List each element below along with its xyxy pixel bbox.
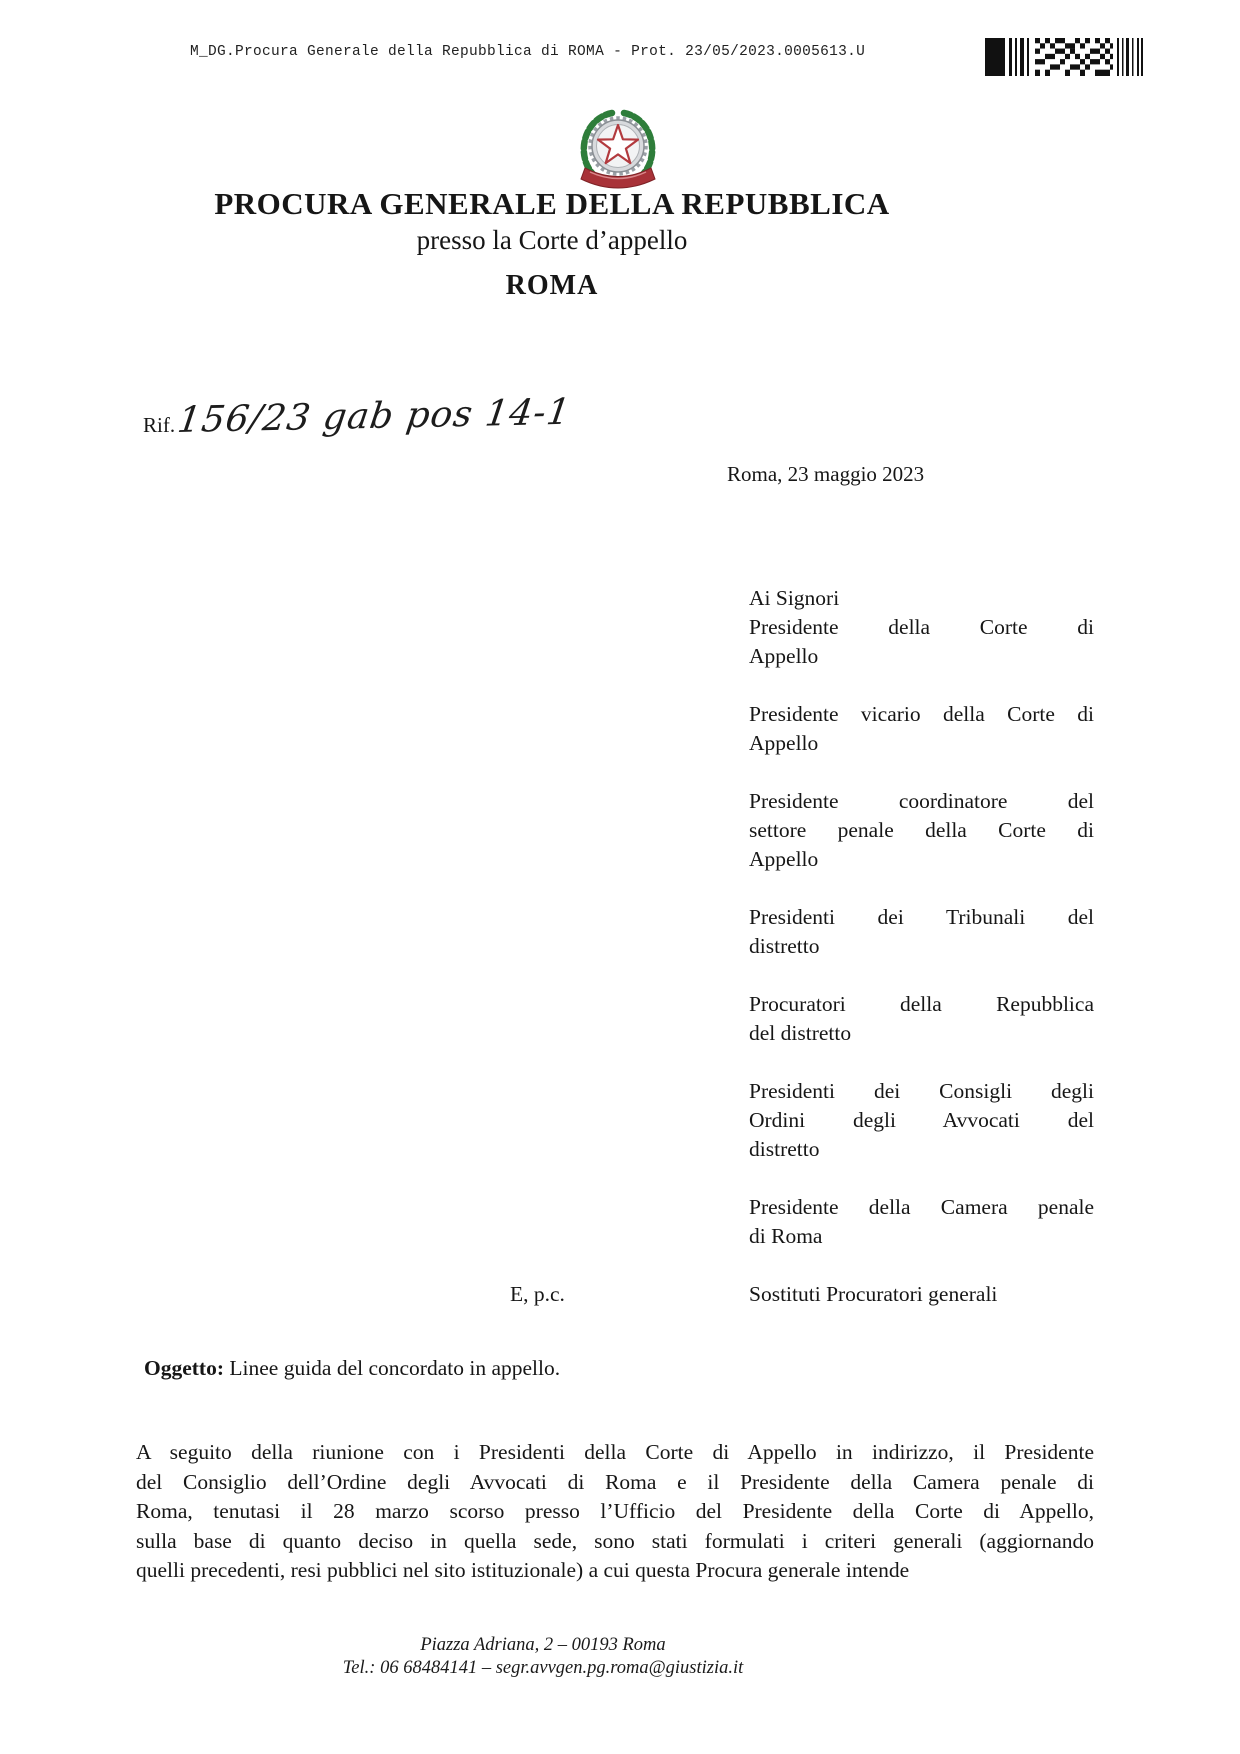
recipient-item — [749, 903, 1094, 961]
recipient-line: di Roma — [749, 1224, 823, 1248]
recipient-item — [749, 1077, 1094, 1164]
recipient-line: Procuratori della Repubblica — [749, 992, 1094, 1016]
subject-label: Oggetto: — [144, 1356, 224, 1380]
recipient-line: Presidente della Corte di — [749, 615, 1094, 639]
recipient-item — [749, 787, 1094, 874]
recipient-line: Presidenti dei Tribunali del — [749, 905, 1094, 929]
recipient-line: distretto — [749, 1137, 820, 1161]
reference-label: Rif. — [143, 413, 176, 437]
recipient-item — [749, 990, 1094, 1048]
recipient-item — [749, 1193, 1094, 1251]
page-title: PROCURA GENERALE DELLA REPUBBLICA — [214, 186, 890, 221]
recipient-item — [749, 613, 1094, 671]
subject-text: Linee guida del concordato in appello. — [229, 1356, 561, 1380]
footer-address: Piazza Adriana, 2 – 00193 Roma — [420, 1635, 666, 1655]
barcode-icon — [985, 38, 1143, 76]
recipient-line: Ordini degli Avvocati del — [749, 1108, 1094, 1132]
recipient-line: Appello — [749, 731, 819, 755]
reference-row — [143, 391, 574, 441]
recipient-line: Appello — [749, 644, 819, 668]
recipients-block — [510, 584, 1094, 1338]
recipient-line: Appello — [749, 847, 819, 871]
date-line: Roma, 23 maggio 2023 — [727, 462, 925, 486]
cc-row — [510, 1280, 1094, 1309]
cc-label: E, p.c. — [510, 1282, 565, 1306]
recipient-line: distretto — [749, 934, 820, 958]
recipient-line: Presidente vicario della Corte di — [749, 702, 1094, 726]
handwritten-reference: 156/23 gab pos 14-1 — [175, 391, 574, 441]
body-line: quelli precedenti, resi pubblici nel sito istituzionale) a cui questa Procura generale intende — [136, 1558, 910, 1582]
footer — [143, 1634, 943, 1680]
body-line: del Consiglio dell’Ordine degli Avvocati di Roma e il Presidente della Camera penale di — [136, 1469, 1094, 1494]
page-subtitle: presso la Corte d’appello — [416, 224, 688, 255]
recipient-line: Presidenti dei Consigli degli — [749, 1079, 1094, 1103]
italian-republic-emblem-icon — [576, 106, 660, 196]
recipient-line: Presidente della Camera penale — [749, 1195, 1094, 1219]
subject-line — [144, 1356, 560, 1381]
salutation: Ai Signori — [749, 586, 840, 610]
protocol-line: M_DG.Procura Generale della Repubblica di ROMA - Prot. 23/05/2023.0005613.U — [190, 44, 866, 60]
body-line: Roma, tenutasi il 28 marzo scorso presso l’Ufficio del Presidente della Corte di Appello, — [136, 1499, 1094, 1523]
body-line: A seguito della riunione con i Presidenti della Corte di Appello in indirizzo, il Presidente — [136, 1440, 1094, 1464]
cc-recipient: Sostituti Procuratori generali — [749, 1282, 998, 1306]
body-paragraph — [136, 1438, 1094, 1586]
recipient-line: settore penale della Corte di — [749, 818, 1094, 842]
recipient-line: Presidente coordinatore del — [749, 789, 1094, 813]
footer-contact: Tel.: 06 68484141 – segr.avvgen.pg.roma@giustizia.it — [342, 1658, 744, 1678]
body-line: sulla base di quanto deciso in quella sede, sono stati formulati i criteri generali (aggiornando — [136, 1528, 1094, 1553]
recipient-item — [749, 700, 1094, 758]
letterhead — [0, 186, 1104, 302]
recipient-line: del distretto — [749, 1021, 852, 1045]
letterhead-city: ROMA — [505, 270, 599, 302]
